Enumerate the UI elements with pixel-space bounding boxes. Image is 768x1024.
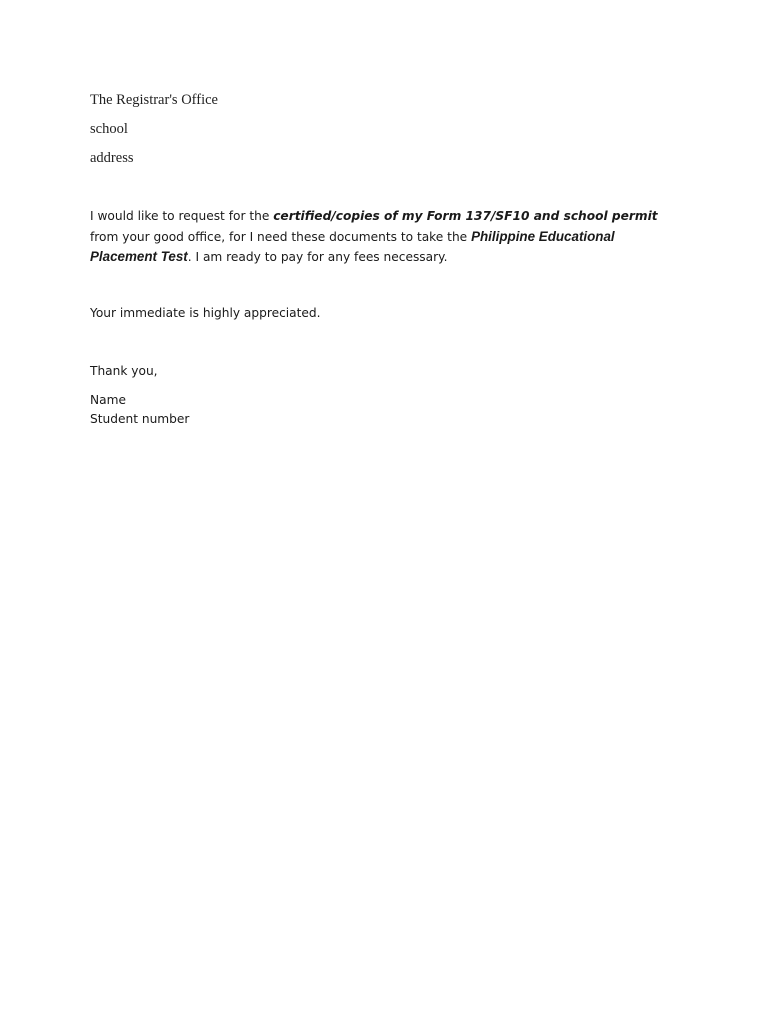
request-lead: I would like to request for the — [90, 209, 274, 223]
recipient-address: address — [90, 150, 134, 166]
request-paragraph — [90, 207, 680, 268]
requested-documents: certified/copies of my Form 137/SF10 and school permit — [273, 209, 658, 223]
request-tail: . I am ready to pay for any fees necessary. — [187, 250, 448, 264]
test-name: Philippine Educational Placement Test — [90, 228, 615, 264]
request-middle: from your good office, for I need these documents to take the — [90, 229, 472, 244]
recipient-school: school — [90, 121, 128, 137]
recipient-office: The Registrar's Office — [90, 92, 218, 108]
appreciation-line: Your immediate is highly appreciated. — [90, 306, 321, 320]
signature-name: Name — [90, 393, 126, 407]
signature-student-number: Student number — [90, 412, 190, 426]
closing-line: Thank you, — [90, 364, 158, 378]
